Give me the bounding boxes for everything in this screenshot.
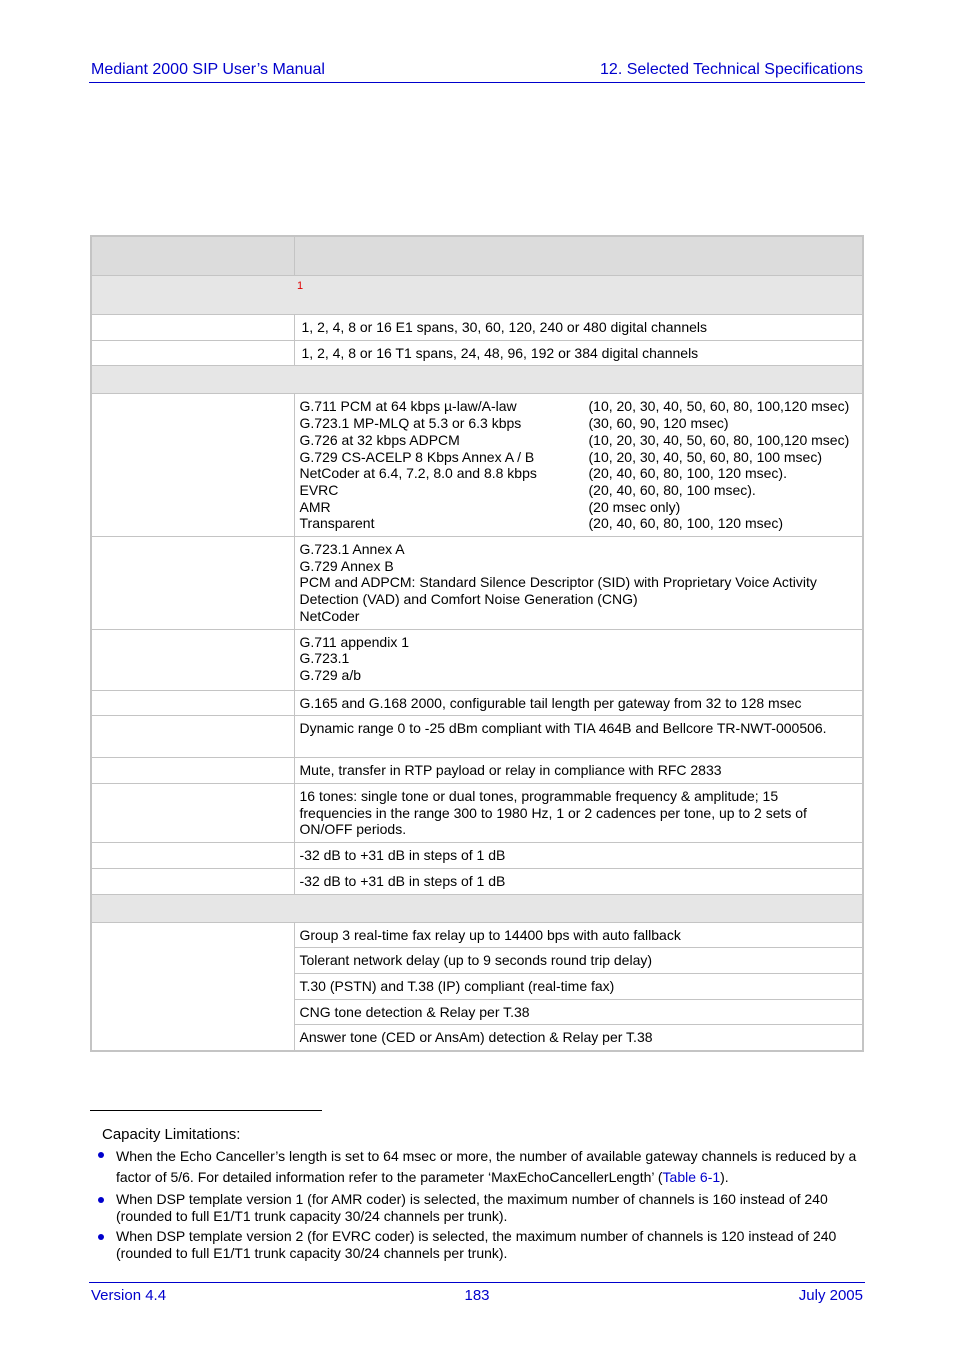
section-row-voice [91,366,863,394]
table-row [91,784,863,843]
list-item: When the Echo Canceller’s length is set to 64 msec or more, the number of available gateway channels is reduced by a factor of 5/6. For detailed information refer to the parameter ‘MaxEchoCancellerLength’ (Table 6-1). [90,1146,866,1188]
gain-control-2: -32 dB to +31 dB in steps of 1 dB [294,868,863,894]
section-row-fax [91,894,863,922]
bullet-icon [98,1152,104,1158]
footnote-superscript: 1 [297,280,304,292]
codec-list [300,398,859,532]
tone-generation: 16 tones: single tone or dual tones, programmable frequency & amplitude; 15 frequencies in the range 300 to 1980 Hz, 1 or 2 cadences per tone, up to 2 sets of ON/OFF periods. [294,784,863,843]
table-row [91,868,863,894]
fax-answer-tone: Answer tone (CED or AnsAm) detection & Relay per T.38 [294,1025,863,1051]
list-item: G.726 at 32 kbps ADPCM (10, 20, 30, 40, 50, 60, 80, 100,120 msec) [299,431,850,448]
version-label: Version 4.4 [91,1287,167,1304]
footnote-title: Capacity Limitations: [102,1126,241,1143]
table-row [91,690,863,716]
table-row [91,340,863,366]
fax-relay: Group 3 real-time fax relay up to 14400 bps with auto fallback [294,922,863,948]
fax-compliance: T.30 (PSTN) and T.38 (IP) compliant (real-time fax) [294,973,863,999]
table-row [91,315,863,341]
manual-title: Mediant 2000 SIP User’s Manual [91,61,325,78]
list-item: NetCoder at 6.4, 7.2, 8.0 and 8.8 kbps (20, 40, 60, 80, 100, 120 msec). [299,465,787,482]
list-item: G.729 CS-ACELP 8 Kbps Annex A / B (10, 20, 30, 40, 50, 60, 80, 100 msec) [299,448,822,465]
dtmf-detection: Dynamic range 0 to -25 dBm compliant with TIA 464B and Bellcore TR-NWT-000506. [294,716,863,758]
header-cell-function [91,236,294,276]
fax-delay: Tolerant network delay (up to 9 seconds round trip delay) [294,948,863,974]
table-link[interactable]: Table 6-1 [662,1169,721,1185]
footnote [90,1126,866,1262]
table-row [91,758,863,784]
table-row-codecs [91,394,863,537]
table-row [91,843,863,869]
list-item: AMR (20 msec only) [299,498,681,515]
e1-capacity: 1, 2, 4, 8 or 16 E1 spans, 30, 60, 120, 240 or 480 digital channels [294,315,863,341]
list-item: When DSP template version 1 (for AMR coder) is selected, the maximum number of channels is 160 instead of 240 (rounded to full E1/T1 trunk capacity 30/24 channels per trunk). [90,1191,866,1225]
specifications-table [90,235,864,1052]
bullet-icon [98,1197,104,1203]
gain-control-1: -32 dB to +31 dB in steps of 1 dB [294,843,863,869]
bullet-icon [98,1234,104,1240]
page-number: 183 [464,1287,490,1304]
list-item: Transparent (20, 40, 60, 80, 100, 120 msec) [299,515,784,532]
echo-canceller: G.165 and G.168 2000, configurable tail length per gateway from 32 to 128 msec [294,690,863,716]
header-cell-specification [294,236,863,276]
table-row [91,922,863,948]
table-row [91,716,863,758]
section-row-capacity [91,276,863,315]
page-header [89,60,865,83]
list-item: EVRC (20, 40, 60, 80, 100 msec). [299,481,756,498]
page-footer [89,1282,865,1307]
table-row-silence: G.723.1 Annex A G.729 Annex B PCM and ADPCM: Standard Silence Descriptor (SID) with Proprietary Voice Activity Detection (VAD) and Comfort Noise Generation (CNG) NetCoder [91,537,863,630]
chapter-title: 12. Selected Technical Specifications [600,61,863,78]
table-row-packet-loss: G.711 appendix 1 G.723.1 G.729 a/b [91,629,863,690]
fax-cng: CNG tone detection & Relay per T.38 [294,999,863,1025]
table-header-row [91,236,863,276]
list-item: When DSP template version 2 (for EVRC coder) is selected, the maximum number of channels is 120 instead of 240 (rounded to full E1/T1 trunk capacity 30/24 channels per trunk). [90,1228,866,1262]
list-item: G.711 PCM at 64 kbps µ-law/A-law (10, 20, 30, 40, 50, 60, 80, 100,120 msec) [299,398,850,415]
date-label: July 2005 [798,1287,863,1304]
list-item: G.723.1 MP-MLQ at 5.3 or 6.3 kbps (30, 60, 90, 120 msec) [299,415,729,432]
dtmf-transfer: Mute, transfer in RTP payload or relay in compliance with RFC 2833 [294,758,863,784]
t1-capacity: 1, 2, 4, 8 or 16 T1 spans, 24, 48, 96, 192 or 384 digital channels [294,340,863,366]
footnote-separator [90,1110,322,1111]
